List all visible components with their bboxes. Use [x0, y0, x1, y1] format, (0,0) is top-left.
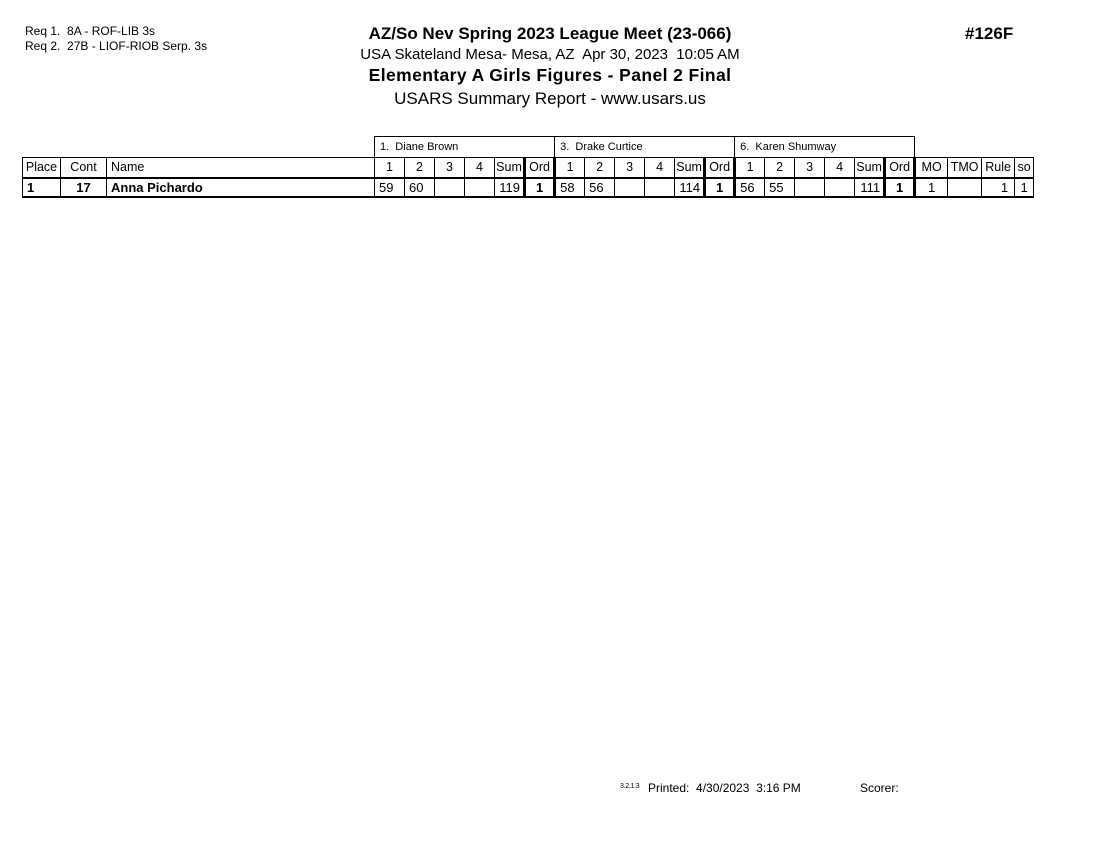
j2-col-2-header: 2 [585, 158, 615, 178]
j1-score-1-cell: 59 [375, 178, 405, 197]
j3-sum-cell: 111 [855, 178, 885, 197]
j2-col-1-header: 1 [555, 158, 585, 178]
printed-timestamp: Printed: 4/30/2023 3:16 PM [648, 781, 801, 795]
j3-col-2-header: 2 [765, 158, 795, 178]
j1-ord-header: Ord [525, 158, 555, 178]
j3-ord-cell: 1 [885, 178, 915, 197]
j1-sum-cell: 119 [495, 178, 525, 197]
mo-header: MO [915, 158, 948, 178]
cont-cell: 17 [61, 178, 107, 197]
j2-score-4-cell [645, 178, 675, 197]
j2-sum-cell: 114 [675, 178, 705, 197]
requirement-line-2: Req 2. 27B - LIOF-RIOB Serp. 3s [25, 39, 208, 53]
requirement-line-1: Req 1. 8A - ROF-LIB 3s [25, 24, 156, 38]
judge-1-name: 1. Diane Brown [375, 137, 555, 158]
mo-cell: 1 [915, 178, 948, 197]
results-table [22, 136, 1034, 198]
j3-col-1-header: 1 [735, 158, 765, 178]
tmo-cell [948, 178, 982, 197]
judge-row-right-spacer [915, 137, 1034, 158]
so-cell: 1 [1015, 178, 1034, 197]
j1-score-3-cell [435, 178, 465, 197]
j2-col-4-header: 4 [645, 158, 675, 178]
result-row [23, 178, 1034, 197]
j2-ord-cell: 1 [705, 178, 735, 197]
judge-2-name: 3. Drake Curtice [555, 137, 735, 158]
j2-sum-header: Sum [675, 158, 705, 178]
skater-name-cell: Anna Pichardo [107, 178, 375, 197]
column-header-row [23, 158, 1034, 178]
j3-score-4-cell [825, 178, 855, 197]
rule-cell: 1 [982, 178, 1015, 197]
j1-score-2-cell: 60 [405, 178, 435, 197]
j3-ord-header: Ord [885, 158, 915, 178]
j3-col-4-header: 4 [825, 158, 855, 178]
j1-sum-header: Sum [495, 158, 525, 178]
j1-col-1-header: 1 [375, 158, 405, 178]
j3-col-3-header: 3 [795, 158, 825, 178]
report-subtitle: USARS Summary Report - www.usars.us [394, 89, 706, 108]
j1-col-3-header: 3 [435, 158, 465, 178]
j2-ord-header: Ord [705, 158, 735, 178]
event-title: Elementary A Girls Figures - Panel 2 Final [368, 65, 732, 85]
judge-row-left-spacer [23, 137, 375, 158]
j3-score-3-cell [795, 178, 825, 197]
event-number: #126F [965, 24, 1014, 43]
j3-score-2-cell: 55 [765, 178, 795, 197]
j1-col-4-header: 4 [465, 158, 495, 178]
j2-score-2-cell: 56 [585, 178, 615, 197]
j2-score-3-cell [615, 178, 645, 197]
place-header: Place [23, 158, 61, 178]
software-version: 3.2.1.3 [620, 783, 640, 790]
place-cell: 1 [23, 178, 61, 197]
venue-date-line: USA Skateland Mesa- Mesa, AZ Apr 30, 2023 10:05 AM [360, 46, 740, 63]
name-header: Name [107, 158, 375, 178]
so-header: so [1015, 158, 1034, 178]
j1-ord-cell: 1 [525, 178, 555, 197]
cont-header: Cont [61, 158, 107, 178]
judge-3-name: 6. Karen Shumway [735, 137, 915, 158]
meet-title: AZ/So Nev Spring 2023 League Meet (23-066) [368, 24, 732, 43]
scorer-label: Scorer: [860, 781, 899, 795]
results-table-wrap [22, 136, 1034, 198]
j3-sum-header: Sum [855, 158, 885, 178]
j2-col-3-header: 3 [615, 158, 645, 178]
judge-header-row [23, 137, 1034, 158]
j2-score-1-cell: 58 [555, 178, 585, 197]
j1-score-4-cell [465, 178, 495, 197]
j1-col-2-header: 2 [405, 158, 435, 178]
tmo-header: TMO [948, 158, 982, 178]
rule-header: Rule [982, 158, 1015, 178]
j3-score-1-cell: 56 [735, 178, 765, 197]
